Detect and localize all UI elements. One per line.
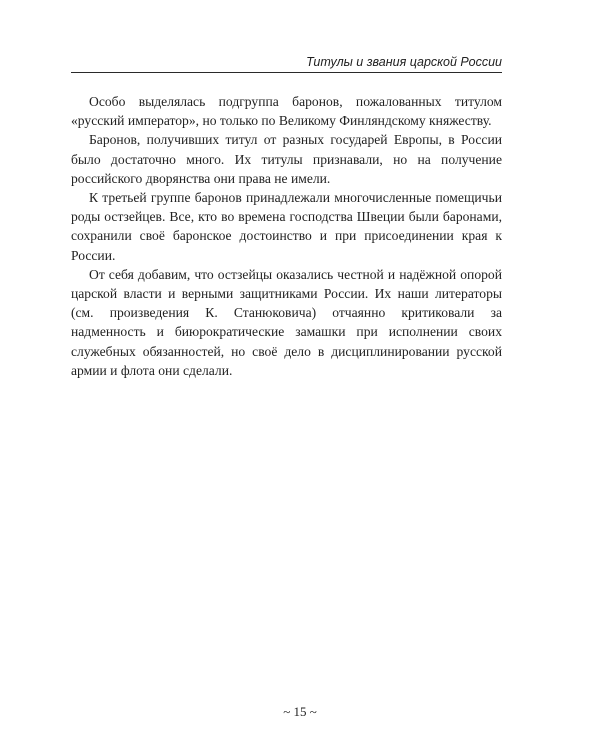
paragraph: Особо выделялась подгруппа баронов, пожалованных титулом «русский император», но только по Великому Финляндскому княжеству. [71,94,502,129]
paragraph: К третьей группе баронов принадлежали многочисленные помещичьи роды остзейцев. Все, кто во времена господства Швеции были баронами, сохранили своё баронское достоинство и при присоединении края к России. [71,190,502,263]
page-number: ~ 15 ~ [283,704,317,719]
paragraph: Баронов, получивших титул от разных государей Европы, в России было достаточно много. Их титулы признавали, но на получение российского дворянства они права не имели. [71,132,502,186]
header-rule [71,72,502,73]
body-text [71,92,502,380]
running-head-title: Титулы и звания царской России [306,55,502,69]
paragraph: От себя добавим, что остзейцы оказались честной и надёжной опорой царской власти и верными защитниками России. Их наши литераторы (см. произведения К. Станюковича) отчаянно критиковали за надменность и биюрократические замашки при исполнении своих служебных обязанностей, но своё дело в дисциплинировании русской армии и флота они сделали. [71,266,502,378]
